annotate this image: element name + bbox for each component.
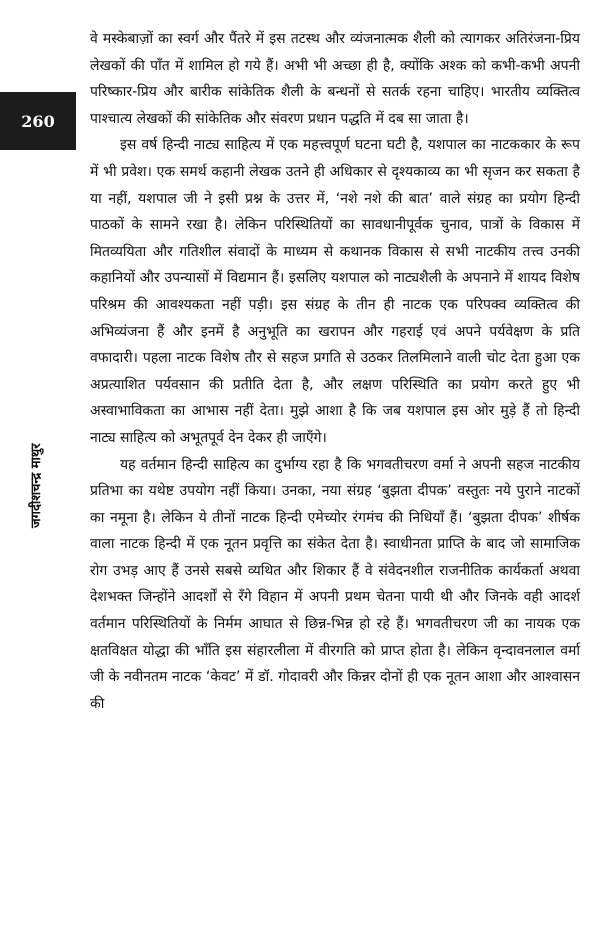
body-text [90,26,580,717]
page-number-tab [0,92,76,150]
paragraph-3: यह वर्तमान हिन्दी साहित्य का दुर्भाग्य रहा है कि भगवतीचरण वर्मा ने अपनी सहज नाटकीय प्रतिभा का यथेष्ट उपयोग नहीं किया। उनका, नया संग्रह ‘बुझता दीपक’ वस्तुतः नये पुराने नाटकों का नमूना है। लेकिन ये तीनों नाटक हिन्दी एमेच्योर रंगमंच की निधियाँ हैं। ‘बुझता दीपक’ शीर्षक वाला नाटक हिन्दी में एक नूतन प्रवृत्ति का संकेत देता है। स्वाधीनता प्राप्ति के बाद जो सामाजिक रोग उभड़ आए हैं उनसे सबसे व्यथित और शिकार हैं वे संवेदनशील राजनीतिक कार्यकर्ता अथवा देशभक्त जिन्होंने आदर्शों से रँगे विहान में अपनी प्रथम चेतना पायी थी और जिनके वही आदर्श वर्तमान परिस्थितियों के निर्मम आघात से छिन्न-भिन्न हो रहे हैं। भगवतीचरण जी का नायक एक क्षतविक्षत योद्धा की भाँति इस संहारलीला में वीरगति को प्राप्त होता है। लेकिन वृन्दावनलाल वर्मा जी के नवीनतम नाटक ‘केवट’ में डॉ. गोदावरी और किन्नर दोनों ही एक नूतन आशा और आश्वासन की [90,456,580,712]
page-number: 260 [21,111,55,131]
running-head-author: जगदीशचन्द्र माथुर [29,443,44,528]
paragraph-1: वे मस्केबाज़ों का स्वर्ग और पैंतरे में इस तटस्थ और व्यंजनात्मक शैली को त्यागकर अतिरंजना-प्रिय लेखकों की पाँत में शामिल हो गये हैं। अभी भी अच्छा ही है, क्योंकि अश्क को कभी-कभी अपनी परिष्कार-प्रिय और बारीक सांकेतिक शैली के बन्धनों से सतर्क रहना चाहिए। भारतीय व्यक्तित्व पाश्चात्य लेखकों की सांकेतिक और संवरण प्रधान पद्धति में दब सा जाता है। [90,31,580,127]
paragraph-2: इस वर्ष हिन्दी नाट्य साहित्य में एक महत्त्वपूर्ण घटना घटी है, यशपाल का नाटककार के रूप में भी प्रवेश। एक समर्थ कहानी लेखक उतने ही अधिकार से दृश्यकाव्य का भी सृजन कर सकता है या नहीं, यशपाल जी ने इसी प्रश्न के उत्तर में, ‘नशे नशे की बात’ वाले संग्रह का प्रयोग हिन्दी पाठकों के सामने रखा है। लेकिन परिस्थितियों का सावधानीपूर्वक चुनाव, पात्रों के विकास में मितव्ययिता और गतिशील संवादों के माध्यम से कथानक विकास से सभी नाटकीय तत्त्व उनकी कहानियों और उपन्यासों में विद्यमान हैं। इसलिए यशपाल को नाट्यशैली के अपनाने में शायद विशेष परिश्रम की आवश्यकता नहीं पड़ी। इस संग्रह के तीन ही नाटक एक परिपक्व व्यक्तित्व की अभिव्यंजना हैं और इनमें है अनुभूति का खरापन और गहराई एवं अपने पर्यवेक्षण के प्रति वफादारी। पहला नाटक विशेष तौर से सहज प्रगति से उठकर तिलमिलाने वाली चोट देता हुआ एक अप्रत्याशित पर्यवसान की प्रतीति देता है, और लक्षण परिस्थिति का प्रयोग करते हुए भी अस्वाभाविकता का आभास नहीं देता। मुझे आशा है कि जब यशपाल इस ओर मुड़े हैं तो हिन्दी नाट्य साहित्य को अभूतपूर्व देन देकर ही जाएँगे। [90,137,580,446]
